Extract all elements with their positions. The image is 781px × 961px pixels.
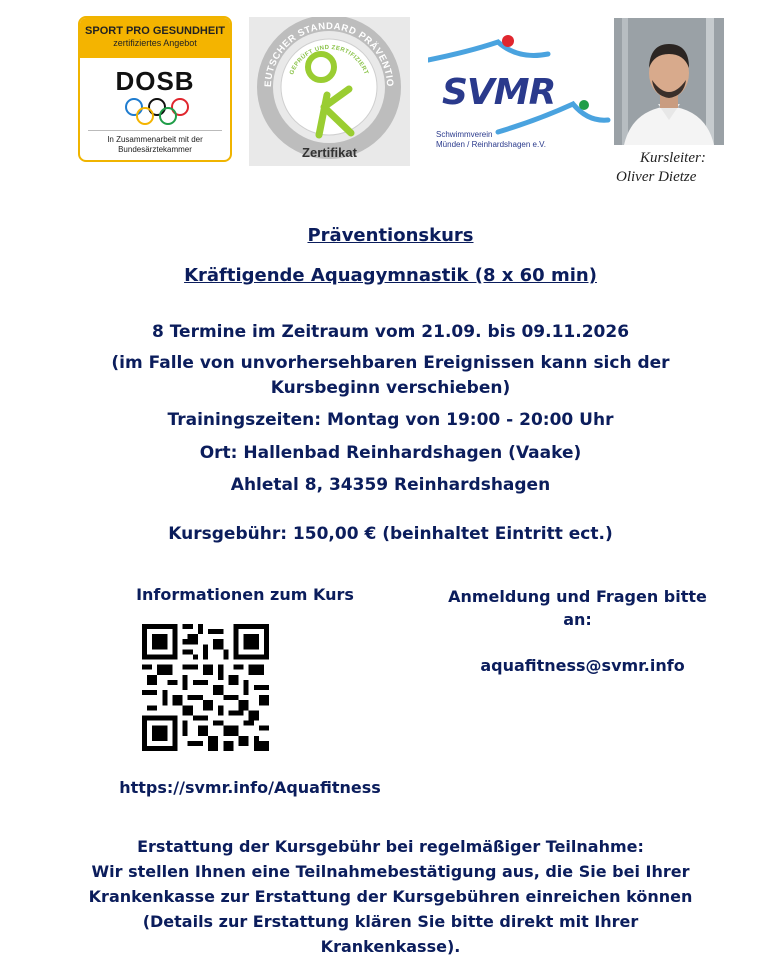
instructor-caption xyxy=(600,149,740,187)
dosb-footer-line2: Bundesärztekammer xyxy=(118,145,192,154)
dosb-badge-title: SPORT PRO GESUNDHEIT xyxy=(85,25,225,37)
course-fee: Kursgebühr: 150,00 € (beinhaltet Eintritt ect.) xyxy=(168,524,613,544)
course-address: Ahletal 8, 34359 Reinhardshagen xyxy=(230,475,551,495)
dosb-badge xyxy=(78,16,232,162)
dosb-badge-subtitle: zertifiziertes Angebot xyxy=(113,38,197,48)
refund-heading: Erstattung der Kursgebühr bei regelmäßiger Teilnahme: xyxy=(137,837,644,856)
seal-inner-text: GEPRÜFT UND ZERTIFIZIERT xyxy=(289,44,369,76)
dosb-logo-text: DOSB xyxy=(115,66,195,96)
course-times: Trainingszeiten: Montag von 19:00 - 20:00 Uhr xyxy=(167,410,614,430)
instructor-name: Oliver Dietze xyxy=(616,169,697,185)
refund-line5: Krankenkasse). xyxy=(320,937,461,956)
course-dates: 8 Termine im Zeitraum vom 21.09. bis 09.11.2026 xyxy=(151,322,630,342)
svmr-subtitle-line1: Schwimmverein xyxy=(436,130,493,139)
contact-heading xyxy=(420,585,735,631)
instructor-label: Kursleiter: xyxy=(640,150,706,166)
course-note-line2: Kursbeginn verschieben) xyxy=(270,378,511,398)
contact-heading-line1: Anmeldung und Fragen bitte xyxy=(448,587,707,606)
contact-email-link[interactable]: aquafitness@svmr.info xyxy=(480,656,685,675)
dosb-badge-footer xyxy=(80,135,230,155)
certificate-seal-icon xyxy=(249,17,410,166)
svmr-subtitle xyxy=(436,130,546,150)
course-subtitle: Kräftigende Aquagymnastik (8 x 60 min) xyxy=(184,265,597,286)
certificate-seal xyxy=(249,17,410,166)
svmr-subtitle-line2: Münden / Reinhardshagen e.V. xyxy=(436,140,547,149)
refund-info xyxy=(0,834,781,959)
info-url-link[interactable]: https://svmr.info/Aquafitness xyxy=(119,778,381,797)
svmr-name: SVMR xyxy=(442,72,556,113)
instructor-photo xyxy=(614,18,724,145)
dosb-badge-header xyxy=(80,18,230,58)
course-note-line1: (im Falle von unvorhersehbaren Ereignissen kann sich der xyxy=(111,353,670,373)
certificate-label: Zertifikat xyxy=(302,145,357,160)
dosb-divider xyxy=(88,130,222,131)
refund-line3: Krankenkasse zur Erstattung der Kursgebühren einreichen können xyxy=(88,887,693,906)
olympic-rings-icon xyxy=(124,98,190,126)
person-avatar-icon xyxy=(614,18,724,145)
info-heading: Informationen zum Kurs xyxy=(136,585,354,604)
seal-outer-text: EUTSCHER STANDARD PRÄVENTIO xyxy=(262,20,396,88)
course-location: Ort: Hallenbad Reinhardshagen (Vaake) xyxy=(199,443,582,463)
svmr-logo xyxy=(428,30,613,155)
course-title: Präventionskurs xyxy=(307,225,474,246)
refund-line2: Wir stellen Ihnen eine Teilnahmebestätigung aus, die Sie bei Ihrer xyxy=(91,862,690,881)
qr-code-icon[interactable] xyxy=(142,624,269,751)
refund-line4: (Details zur Erstattung klären Sie bitte direkt mit Ihrer xyxy=(142,912,639,931)
contact-heading-line2: an: xyxy=(563,610,592,629)
dosb-footer-line1: In Zusammenarbeit mit der xyxy=(107,135,203,144)
